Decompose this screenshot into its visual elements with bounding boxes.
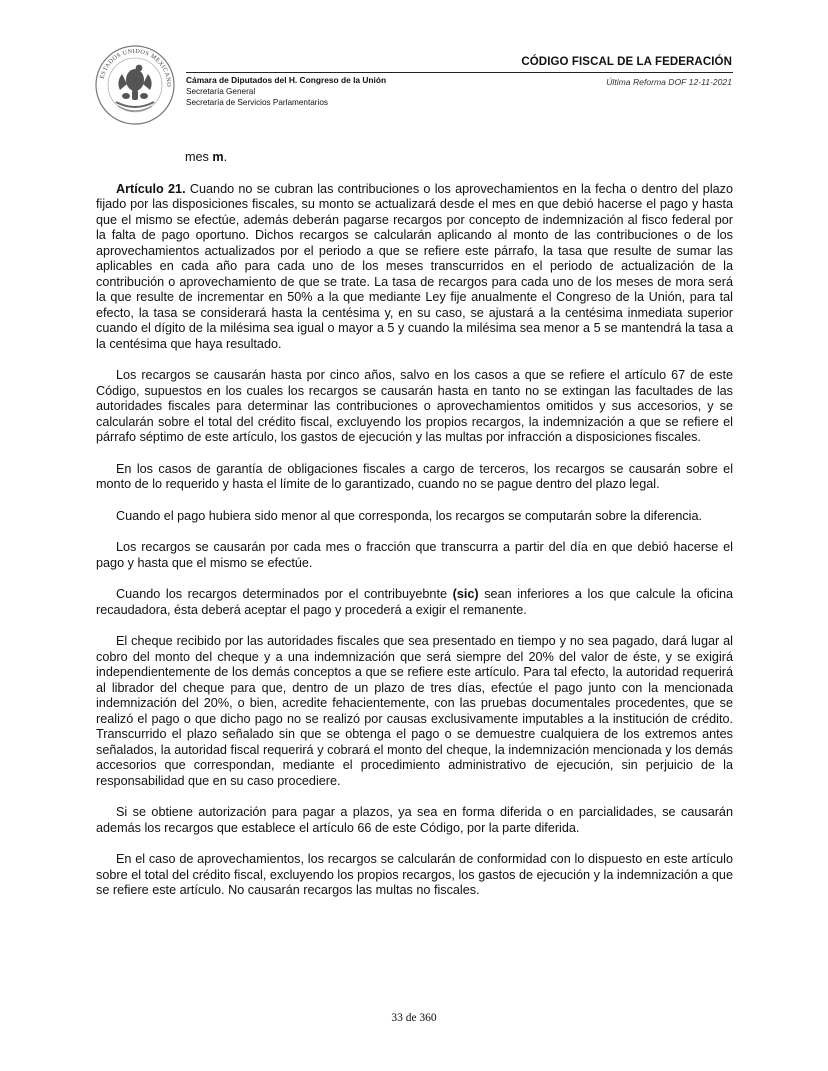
article-21-paragraph-1: [96, 182, 733, 353]
article-21-paragraph-4: Cuando el pago hubiera sido menor al que corresponda, los recargos se computarán sobre la diferencia.: [116, 508, 703, 523]
chamber-info: [186, 75, 386, 108]
page-number: 33 de 360: [391, 1012, 437, 1024]
last-reform-date: Última Reforma DOF 12-11-2021: [606, 77, 732, 87]
document-body: [96, 150, 733, 915]
sic-note: (sic): [452, 587, 479, 601]
article-21-paragraph-3: En los casos de garantía de obligaciones fiscales a cargo de terceros, los recargos se causarán sobre el monto de lo requerido y hasta el límite de lo garantizado, cuando no se pague dentro del plazo legal.: [96, 461, 733, 491]
article-21-paragraph-7: El cheque recibido por las autoridades fiscales que sea presentado en tiempo y no sea pagado, dará lugar al cobro del monto del cheque y a una indemnización que será siempre del 20% del valor de éste, y se exigirá independientemente de los demás conceptos a que se refiere este artículo. Para tal efecto, la autoridad requerirá al librador del cheque para que, dentro de un plazo de tres días, efectúe el pago junto con la mencionada indemnización del 20%, o bien, acredite fehacientemente, con las pruebas documentales procedentes, que se realizó el pago o que dicho pago no se realizó por causas exclusivamente imputables a la institución de crédito. Transcurrido el plazo señalado sin que se obtenga el pago o se demuestre cualquiera de los extremos antes señalados, la autoridad fiscal requerirá y cobrará el monto del cheque, la indemnización mencionada y los demás accesorios que correspondan, mediante el procedimiento administrativo de ejecución, sin perjuicio de la responsabilidad que en su caso procediere.: [96, 634, 733, 788]
chamber-parliamentary-services: Secretaría de Servicios Parlamentarios: [186, 98, 328, 107]
paragraph-text: Cuando los recargos determinados por el contribuyebnte: [116, 587, 453, 601]
chamber-secretariat: Secretaría General: [186, 87, 256, 96]
continuation-period: .: [223, 150, 228, 164]
svg-text:ESTADOS UNIDOS MEXICANOS: ESTADOS UNIDOS MEXICANO: [98, 47, 173, 88]
article-21-paragraph-8: Si se obtiene autorización para pagar a plazos, ya sea en forma diferida o en parcialidades, se causarán además los recargos que establece el artículo 66 de este Código, por la parte diferida.: [96, 805, 733, 835]
article-label: Artículo 21.: [116, 181, 186, 196]
article-21-paragraph-9: En el caso de aprovechamientos, los recargos se calcularán de conformidad con lo dispuesto en este artículo sobre el total del crédito fiscal, excluyendo los propios recargos, los gastos de ejecución y la indemnización a que se refiere este artículo. No causarán recargos las multas no fiscales.: [96, 852, 733, 897]
article-21-paragraph-5: Los recargos se causarán por cada mes o fracción que transcurra a partir del día en que debió hacerse el pago y hasta que el mismo se efectúe.: [96, 540, 733, 570]
document-title: CÓDIGO FISCAL DE LA FEDERACIÓN: [521, 56, 732, 68]
paragraph-text: sean inferiores a los que calcule la oficina recaudadora, ésta deberá aceptar el pago y procederá a exigir el remanente.: [96, 587, 734, 617]
mexican-coat-of-arms-seal: [94, 44, 176, 126]
header-rule: [186, 72, 733, 73]
continuation-line: [96, 150, 733, 166]
article-21-paragraph-6: [96, 587, 733, 618]
continuation-text: mes: [185, 150, 213, 164]
paragraph-text: Cuando no se cubran las contribuciones o los aprovechamientos en la fecha o dentro del plazo fijado por las disposiciones fiscales, su monto se actualizará desde el mes en que debió hacerse el pago y hasta que el mismo se efectúe, además deberán pagarse recargos por concepto de indemnización al fisco federal por la falta de pago oportuno. Dichos recargos se calcularán aplicando al monto de las contribuciones o de los aprovechamientos actualizados por el periodo a que se refiere este párrafo, la tasa que resulte de sumar las aplicables en cada año para cada uno de los meses transcurridos en el periodo de actualización de la contribución o aprovechamiento de que se trate. La tasa de recargos para cada uno de los meses de mora será la que resulte de incrementar en 50% a la que mediante Ley fije anualmente el Congreso de la Unión, para tal efecto, la tasa se considerará hasta la centésima y, en su caso, se ajustará a la centésima inmediata superior cuando el dígito de la milésima sea igual o mayor a 5 y cuando la milésima sea menor a 5 se mantendrá la tasa a la centésima que haya resultado.: [96, 181, 734, 351]
continuation-bold: m: [212, 150, 224, 164]
article-21-paragraph-2: Los recargos se causarán hasta por cinco años, salvo en los casos a que se refiere el artículo 67 de este Código, supuestos en los cuales los recargos se causarán hasta en tanto no se extingan las facultades de las autoridades fiscales para determinar las contribuciones o aprovechamientos omitidos y sus accesorios, y se calcularán sobre el total del crédito fiscal, excluyendo los propios recargos, la indemnización a que se refiere el párrafo séptimo de este artículo, los gastos de ejecución y las multas por infracción a disposiciones fiscales.: [96, 368, 733, 444]
chamber-name: Cámara de Diputados del H. Congreso de la Unión: [186, 75, 387, 85]
